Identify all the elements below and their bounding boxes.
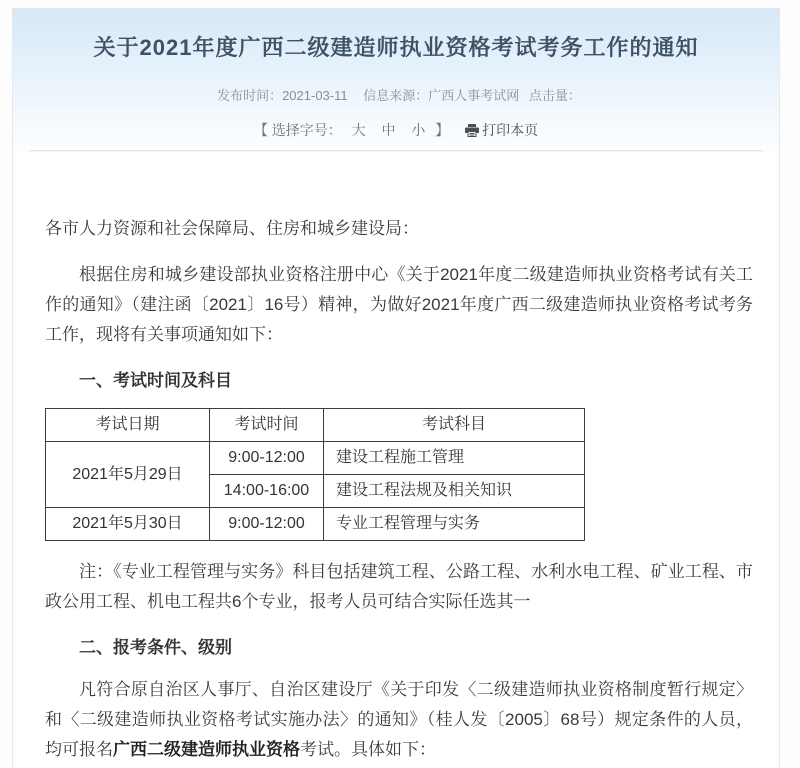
hits-counter: 点击量： xyxy=(528,88,581,103)
table-row xyxy=(46,508,585,541)
table-row xyxy=(46,442,585,475)
font-size-toolbar xyxy=(13,120,779,150)
conditions-text: 凡符合原自治区人事厅、自治区建设厅《关于印发〈二级建造师执业资格制度暂行规定〉和〈二级建造师执业资格考试实施办法〉的通知》（桂人发〔2005〕68号）规定条件的人员，均可报名 xyxy=(45,680,753,759)
paragraph-basis: 根据住房和城乡建设部执业资格注册中心《关于2021年度二级建造师执业资格考试有关工作的通知》（建注函〔2021〕16号）精神，为做好2021年度广西二级建造师执业资格考试考务工作，现将有关事项通知如下： xyxy=(45,265,753,344)
cell-time-3: 9:00-12:00 xyxy=(210,508,324,541)
notice-container xyxy=(12,8,780,768)
bracket-close: 】 xyxy=(435,122,450,138)
section-2-heading: 二、报考条件、级别 xyxy=(79,638,232,657)
notice-body xyxy=(13,152,779,765)
cell-time-1: 9:00-12:00 xyxy=(210,442,324,475)
info-source-value: 广西人事考试网 xyxy=(428,88,520,103)
salutation: 各市人力资源和社会保障局、住房和城乡建设局： xyxy=(45,219,419,238)
info-source xyxy=(363,88,519,103)
print-page-button[interactable] xyxy=(465,122,538,138)
section-1-heading: 一、考试时间及科目 xyxy=(79,371,232,390)
font-size-label: 选择字号： xyxy=(271,122,342,138)
paragraph-note: 注：《专业工程管理与实务》科目包括建筑工程、公路工程、水利水电工程、矿业工程、市政公用工程、机电工程共6个专业，报考人员可结合实际任选其一 xyxy=(45,562,753,611)
publish-date-value: 2021-03-11 xyxy=(282,88,348,103)
bracket-open: 【 xyxy=(253,122,268,138)
cell-subject-3: 专业工程管理与实务 xyxy=(324,508,585,541)
cell-subject-1: 建设工程施工管理 xyxy=(324,442,585,475)
header-exam-time: 考试时间 xyxy=(210,409,324,442)
meta-line xyxy=(13,87,779,105)
printer-icon xyxy=(465,124,479,137)
cell-time-2: 14:00-16:00 xyxy=(210,475,324,508)
conditions-text-suffix: 考试。具体如下： xyxy=(300,740,436,759)
cell-date-may30: 2021年5月30日 xyxy=(46,508,210,541)
publish-date-label: 发布时间： xyxy=(217,88,283,103)
font-size-small-button[interactable]: 小 xyxy=(411,122,426,138)
publish-date xyxy=(217,88,348,103)
font-size-large-button[interactable]: 大 xyxy=(351,122,366,138)
exam-schedule-table xyxy=(45,408,585,541)
font-size-medium-button[interactable]: 中 xyxy=(381,122,396,138)
header-exam-date: 考试日期 xyxy=(46,409,210,442)
paragraph-conditions xyxy=(45,675,753,765)
page-title: 关于2021年度广西二级建造师执业资格考试考务工作的通知 xyxy=(93,35,699,60)
cell-date-may29: 2021年5月29日 xyxy=(46,442,210,508)
info-source-label: 信息来源： xyxy=(363,88,429,103)
header-exam-subject: 考试科目 xyxy=(324,409,585,442)
notice-header xyxy=(13,9,779,152)
cell-subject-2: 建设工程法规及相关知识 xyxy=(324,475,585,508)
conditions-exam-name: 广西二级建造师执业资格 xyxy=(113,740,300,759)
print-page-label: 打印本页 xyxy=(482,122,539,138)
table-header-row xyxy=(46,409,585,442)
